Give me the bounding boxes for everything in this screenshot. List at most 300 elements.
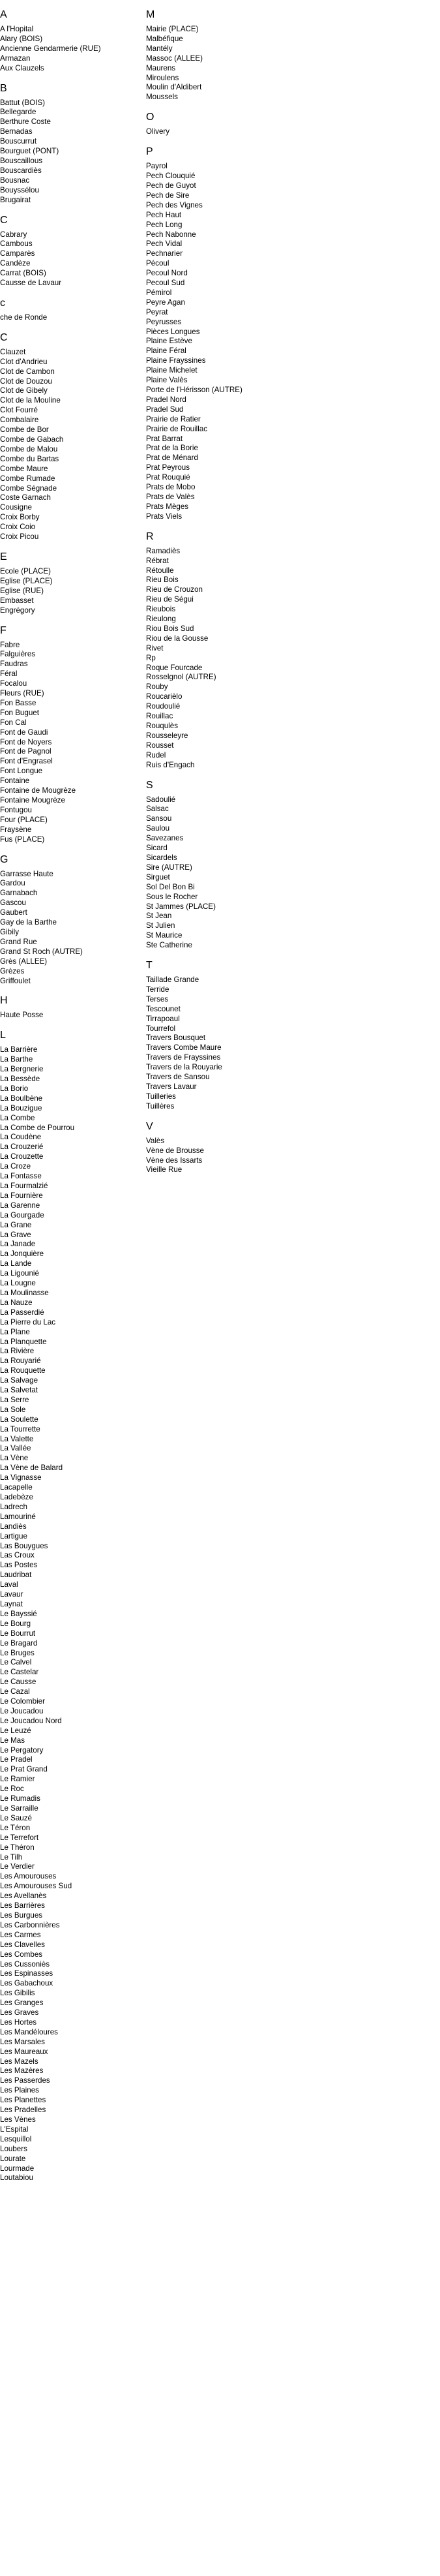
letter-section-m	[146, 9, 289, 102]
letter-heading: G	[0, 853, 8, 865]
place-item: La Serre	[0, 1395, 29, 1404]
letter-heading: S	[146, 779, 153, 791]
place-item: Olivery	[146, 127, 170, 136]
place-item: La Nauze	[0, 1298, 33, 1307]
place-item: La Vallée	[0, 1444, 31, 1453]
place-item: Cousigne	[0, 503, 32, 512]
place-item: Croix Coio	[0, 523, 36, 532]
place-item: Sire (AUTRE)	[146, 863, 192, 872]
place-item: Le Pradel	[0, 1755, 33, 1764]
place-item: Peyrusses	[146, 317, 182, 326]
place-item: Combe Maure	[0, 464, 48, 473]
place-item: Travers Lavaur	[146, 1082, 197, 1091]
place-item: Clot de la Mouline	[0, 396, 61, 405]
place-item: La Pierre du Lac	[0, 1317, 56, 1326]
place-item: Prairie de Ratier	[146, 414, 201, 423]
place-item: Valès	[146, 1136, 165, 1145]
place-item: Massoc (ALLEE)	[146, 54, 203, 63]
place-item: Combe de Gabach	[0, 435, 64, 444]
place-item: Les Mazères	[0, 2066, 44, 2076]
place-item: Rieubois	[146, 605, 176, 614]
place-item: Combalaire	[0, 416, 39, 425]
place-item: Terride	[146, 985, 169, 994]
place-item: Gascou	[0, 898, 26, 908]
letter-heading: O	[146, 112, 154, 123]
place-item: Battut (BOIS)	[0, 98, 45, 107]
place-item: Payrol	[146, 162, 168, 171]
place-item: La Barthe	[0, 1055, 33, 1064]
place-item: Le Leuzé	[0, 1726, 31, 1735]
place-item: Sansou	[146, 814, 172, 823]
place-item: Font de Gaudi	[0, 728, 48, 737]
place-item: La Combe de Pourrou	[0, 1123, 75, 1132]
place-item: Les Graves	[0, 2008, 39, 2017]
place-item: Les Burgues	[0, 1910, 43, 1920]
place-item: La Coudène	[0, 1133, 42, 1142]
place-list	[0, 99, 143, 206]
place-item: Le Théron	[0, 1843, 35, 1852]
place-item: Mantély	[146, 44, 173, 53]
place-item: Cambous	[0, 239, 33, 249]
place-item: La Crouzette	[0, 1152, 44, 1161]
place-item: Rieulong	[146, 615, 176, 624]
place-item: La Grane	[0, 1220, 32, 1229]
place-item: La Crouzerié	[0, 1142, 44, 1152]
place-item: Les Gibilis	[0, 1989, 35, 1998]
place-item: Bouscurrut	[0, 137, 37, 146]
place-item: Les Carmes	[0, 1930, 41, 1939]
place-item: Tirrapoaul	[146, 1014, 180, 1023]
place-list	[146, 547, 289, 771]
place-item: Fontaine de Mougrèze	[0, 786, 76, 795]
place-item: Les Barrières	[0, 1901, 45, 1910]
place-item: Pech de Sire	[146, 191, 190, 200]
place-item: Bellegarde	[0, 108, 37, 117]
place-item: Rouillac	[146, 712, 173, 721]
place-item: Four (PLACE)	[0, 815, 48, 824]
place-item: Gay de la Barthe	[0, 918, 57, 927]
place-item: Plaine Michelet	[146, 366, 198, 375]
place-item: Faudras	[0, 660, 28, 669]
place-item: Ruis d'Engach	[146, 760, 195, 769]
place-item: Pecoul Sud	[146, 279, 185, 288]
place-item: Pech Clouquié	[146, 172, 196, 181]
letter-heading: H	[0, 995, 8, 1007]
place-item: Terses	[146, 994, 169, 1004]
place-item: Roucarièlo	[146, 692, 183, 701]
place-item: Combe de Bor	[0, 425, 49, 435]
place-item: Travers Combe Maure	[146, 1043, 222, 1052]
place-item: La Rivière	[0, 1347, 35, 1356]
place-item: Eglise (PLACE)	[0, 576, 53, 585]
place-item: Laval	[0, 1580, 18, 1589]
place-item: Rivet	[146, 643, 164, 652]
letter-section-o	[146, 112, 289, 137]
place-item: Les Maureaux	[0, 2047, 48, 2056]
place-item: Salsac	[146, 805, 169, 814]
place-item: Les Plaines	[0, 2086, 39, 2095]
letter-section-t	[146, 960, 289, 1112]
place-item: Fabre	[0, 640, 20, 649]
place-item: La Janade	[0, 1240, 36, 1249]
place-item: Grèzes	[0, 966, 25, 975]
place-item: Peyrat	[146, 307, 168, 316]
place-item: Les Amourouses	[0, 1872, 57, 1881]
place-item: La Fournière	[0, 1191, 43, 1200]
place-item: Croix Picou	[0, 532, 39, 542]
place-item: Sadoulié	[146, 795, 176, 804]
place-list	[146, 127, 289, 137]
letter-section-c	[0, 332, 143, 542]
place-item: Ladrech	[0, 1502, 27, 1511]
place-item: La Boulbène	[0, 1094, 43, 1103]
place-item: Le Causse	[0, 1678, 37, 1687]
letter-heading: R	[146, 530, 154, 542]
place-item: Fon Cal	[0, 718, 27, 727]
place-item: Pechnarier	[146, 249, 183, 258]
place-item: Le Cazal	[0, 1687, 30, 1696]
place-item: Tourrefol	[146, 1024, 176, 1033]
place-item: Roque Fourcade	[146, 663, 203, 672]
place-item: Mairie (PLACE)	[146, 25, 199, 33]
place-item: Loutabiou	[0, 2173, 33, 2183]
place-item: La Vène de Balard	[0, 1464, 63, 1473]
place-item: Le Colombier	[0, 1697, 45, 1706]
place-item: Les Passerdes	[0, 2076, 50, 2085]
place-item: Vène de Brousse	[146, 1146, 204, 1155]
place-item: Aux Clauzels	[0, 63, 44, 72]
place-item: Fon Buguet	[0, 708, 39, 717]
place-item: Clauzet	[0, 347, 26, 356]
place-item: Le Sarraille	[0, 1804, 38, 1813]
place-item: Las Postes	[0, 1561, 38, 1570]
place-item: Combe Ségnade	[0, 483, 57, 493]
place-item: Las Croux	[0, 1551, 35, 1560]
place-item: Coste Garnach	[0, 493, 51, 502]
place-item: Haute Posse	[0, 1011, 44, 1020]
place-item: Plaine Estève	[146, 337, 192, 346]
place-list	[0, 870, 143, 987]
place-item: Pech Vidal	[146, 239, 183, 249]
place-item: Prats de Mobo	[146, 483, 196, 492]
place-item: Clot de Douzou	[0, 376, 52, 386]
place-item: Le Joucadou	[0, 1706, 44, 1715]
place-item: Le Bourrut	[0, 1629, 36, 1638]
place-item: Armazan	[0, 54, 31, 63]
place-list	[146, 162, 289, 522]
place-item: La Moulinasse	[0, 1288, 49, 1297]
letter-section-a	[0, 9, 143, 74]
place-item: Las Bouygues	[0, 1541, 48, 1550]
place-item: Rouqulès	[146, 722, 178, 730]
place-item: Tuilleries	[146, 1092, 176, 1101]
place-item: Miroulens	[146, 73, 179, 82]
place-item: Fontaine	[0, 776, 30, 786]
place-item: Tuillères	[146, 1101, 175, 1111]
place-item: La Salvetat	[0, 1386, 38, 1395]
place-item: Fleurs (RUE)	[0, 689, 44, 698]
place-item: Le Rumadis	[0, 1794, 40, 1803]
place-list	[0, 641, 143, 845]
place-item: Vieille Rue	[146, 1165, 183, 1174]
letter-heading: T	[146, 960, 153, 972]
place-item: Rouby	[146, 682, 168, 692]
place-item: Les Clavelles	[0, 1940, 45, 1949]
place-item: Le Joucadou Nord	[0, 1716, 62, 1725]
place-list	[146, 25, 289, 102]
place-item: Féral	[0, 669, 18, 679]
place-item: Rieu de Crouzon	[146, 585, 203, 594]
place-item: Plaine Valès	[146, 376, 188, 385]
place-item: Moussels	[146, 93, 178, 102]
place-item: La Plane	[0, 1327, 30, 1336]
place-item: Font d'Engrasel	[0, 757, 53, 766]
place-list	[0, 1045, 143, 2183]
place-item: Lartigue	[0, 1531, 27, 1541]
place-item: Prat de Ménard	[146, 453, 198, 463]
place-item: Pièces Longues	[146, 327, 200, 336]
place-item: Pech Long	[146, 220, 183, 229]
place-item: Travers Bousquet	[146, 1034, 206, 1043]
place-item: Rétoulle	[146, 566, 174, 575]
place-item: Font de Pagnol	[0, 747, 51, 756]
place-item: Fontugou	[0, 805, 32, 814]
place-item: Rp	[146, 653, 156, 662]
place-item: La Fourmalzié	[0, 1182, 48, 1190]
place-item: Moulin d'Aldibert	[146, 83, 202, 92]
place-item: La Rouquette	[0, 1366, 46, 1375]
place-item: Le Prat Grand	[0, 1765, 48, 1774]
place-item: Rieu de Ségui	[146, 595, 194, 604]
place-item: La Rouyarié	[0, 1357, 41, 1366]
place-item: Vène des Issarts	[146, 1156, 203, 1165]
place-item: Bouscaillous	[0, 156, 43, 165]
letter-section-c	[0, 215, 143, 288]
letter-heading: B	[0, 82, 7, 94]
place-item: Le Tilh	[0, 1852, 23, 1862]
place-item: St Julien	[146, 921, 175, 930]
place-item: Saulou	[146, 824, 170, 833]
place-item: Le Terrefort	[0, 1833, 39, 1842]
place-item: Rébrat	[146, 556, 169, 565]
place-item: L'Espital	[0, 2124, 29, 2134]
place-list	[0, 313, 143, 323]
place-item: Clot d'Andrieu	[0, 357, 48, 366]
place-item: Bousnac	[0, 176, 30, 185]
place-item: Pradel Nord	[146, 395, 186, 404]
place-item: Le Verdier	[0, 1862, 35, 1871]
place-item: Porte de l'Hérisson (AUTRE)	[146, 386, 242, 394]
index-column-right	[146, 0, 289, 1183]
place-item: Gibily	[0, 927, 19, 936]
place-item: La Sole	[0, 1405, 26, 1414]
letter-heading: M	[146, 9, 155, 20]
place-item: Les Mandéloures	[0, 2027, 58, 2036]
place-item: Pecoul Nord	[146, 269, 188, 278]
place-item: Les Pradelles	[0, 2106, 46, 2115]
place-list	[146, 1137, 289, 1176]
place-item: Bouyssélou	[0, 185, 39, 194]
place-item: Garnabach	[0, 889, 38, 898]
place-item: Savezanes	[146, 834, 184, 843]
place-item: Sirguet	[146, 872, 170, 882]
place-item: Lavaur	[0, 1590, 23, 1599]
place-item: Les Avellanès	[0, 1892, 47, 1901]
place-item: La Barrière	[0, 1045, 38, 1054]
place-item: Loubers	[0, 2144, 27, 2153]
place-item: Font de Noyers	[0, 737, 52, 746]
place-item: Fraysène	[0, 825, 32, 834]
letter-heading: C	[0, 331, 8, 343]
letter-section-f	[0, 625, 143, 845]
place-item: Berthure Coste	[0, 117, 51, 127]
place-item: La Planquette	[0, 1337, 47, 1346]
place-item: Lourate	[0, 2154, 26, 2163]
place-item: Le Bourg	[0, 1619, 31, 1628]
place-item: Tescounet	[146, 1004, 181, 1013]
place-item: Plaine Féral	[146, 346, 186, 356]
place-item: Brugairat	[0, 195, 31, 204]
place-item: Grand Rue	[0, 937, 37, 946]
place-item: Le Bayssié	[0, 1609, 37, 1618]
place-item: Lesquillol	[0, 2134, 32, 2143]
place-item: Rousseleyre	[146, 731, 188, 740]
place-item: Focalou	[0, 679, 27, 688]
letter-section-r	[146, 531, 289, 771]
place-item: Eglise (RUE)	[0, 586, 44, 595]
place-item: Sous le Rocher	[146, 892, 198, 901]
place-item: Camparès	[0, 249, 35, 258]
letter-heading: C	[0, 214, 8, 226]
place-item: Bernadas	[0, 127, 33, 136]
place-item: Pech des Vignes	[146, 200, 203, 209]
place-item: Riou Bois Sud	[146, 624, 194, 633]
place-item: Les Gabachoux	[0, 1979, 53, 1988]
place-item: Laynat	[0, 1599, 23, 1608]
place-item: Maurens	[146, 63, 176, 72]
place-item: Sol Del Bon Bi	[146, 882, 195, 891]
letter-section-h	[0, 995, 143, 1020]
place-item: Pémirol	[146, 288, 172, 297]
place-item: Gaubert	[0, 908, 27, 917]
place-item: La Bouzigue	[0, 1103, 42, 1112]
place-item: St Maurice	[146, 931, 183, 940]
place-list	[0, 25, 143, 74]
place-item: Les Amourouses Sud	[0, 1882, 72, 1891]
place-item: Candèze	[0, 259, 31, 268]
place-item: La Croze	[0, 1162, 31, 1171]
place-item: La Valette	[0, 1434, 34, 1443]
place-item: Le Castelar	[0, 1668, 39, 1677]
place-item: Rosselgnol (AUTRE)	[146, 673, 216, 682]
place-item: La Lougne	[0, 1279, 36, 1288]
place-item: Rudel	[146, 750, 166, 759]
place-item: Fus (PLACE)	[0, 835, 45, 844]
place-item: Prat Peyrous	[146, 463, 190, 472]
place-item: Sicardels	[146, 853, 177, 862]
letter-section-v	[146, 1121, 289, 1176]
place-item: Carrat (BOIS)	[0, 269, 46, 278]
place-item: Plaine Frayssines	[146, 356, 206, 365]
place-item: Lacapelle	[0, 1483, 33, 1492]
place-item: Les Mazels	[0, 2057, 38, 2066]
place-item: che de Ronde	[0, 313, 48, 322]
place-item: La Jonquière	[0, 1250, 44, 1259]
place-list	[146, 795, 289, 951]
letter-heading: A	[0, 9, 7, 20]
place-item: Gardou	[0, 879, 25, 888]
place-item: La Salvage	[0, 1376, 38, 1385]
place-item: Sicard	[146, 844, 168, 853]
place-item: Malbéfique	[146, 34, 183, 43]
place-item: Fontaine Mougrèze	[0, 796, 65, 805]
place-item: Falguières	[0, 650, 36, 659]
place-item: La Soulette	[0, 1415, 38, 1424]
letter-section-c	[0, 298, 143, 323]
place-list	[0, 348, 143, 542]
place-item: Lamouriné	[0, 1512, 36, 1521]
letter-section-s	[146, 780, 289, 951]
letter-section-b	[0, 83, 143, 206]
letter-heading: L	[0, 1030, 7, 1041]
place-item: Prats Mèges	[146, 502, 189, 511]
place-item: Engrégory	[0, 606, 35, 615]
place-list	[0, 1011, 143, 1020]
place-item: Pech Nabonne	[146, 230, 196, 239]
place-item: St Jammes (PLACE)	[146, 902, 216, 911]
place-item: Griffoulet	[0, 976, 31, 985]
place-item: Grand St Roch (AUTRE)	[0, 947, 83, 956]
place-item: La Garenne	[0, 1201, 40, 1210]
place-item: Clot Fourré	[0, 406, 38, 415]
place-item: Les Marsales	[0, 2037, 45, 2046]
letter-section-e	[0, 551, 143, 616]
place-item: Le Mas	[0, 1736, 25, 1745]
place-item: Les Granges	[0, 1999, 44, 2008]
place-item: Causse de Lavaur	[0, 279, 62, 288]
place-item: Travers de la Rouyarie	[146, 1063, 222, 1072]
place-item: Le Roc	[0, 1785, 24, 1794]
place-item: Ladebèze	[0, 1493, 33, 1501]
place-item: Croix Borby	[0, 513, 40, 522]
place-item: La Tourrette	[0, 1424, 40, 1434]
place-item: Cabrary	[0, 230, 27, 239]
place-list	[0, 230, 143, 288]
place-item: Landiès	[0, 1522, 27, 1531]
place-item: Font Longue	[0, 767, 43, 776]
place-item: La Passerdié	[0, 1308, 44, 1317]
place-item: Prats de Valès	[146, 492, 195, 501]
letter-heading: E	[0, 551, 7, 562]
place-item: Lourmade	[0, 2164, 35, 2173]
place-item: La Ligounié	[0, 1269, 39, 1278]
place-item: Le Téron	[0, 1823, 31, 1832]
letter-heading: V	[146, 1120, 153, 1132]
place-item: Les Cussoniès	[0, 1959, 50, 1969]
place-item: Les Carbonnières	[0, 1920, 60, 1929]
place-item: Grès (ALLEE)	[0, 957, 48, 966]
place-item: Le Calvel	[0, 1658, 32, 1667]
place-item: Combe Rumade	[0, 474, 55, 483]
place-item: Ancienne Gendarmerie (RUE)	[0, 44, 101, 53]
place-item: Pradel Sud	[146, 405, 184, 414]
place-item: Laudribat	[0, 1571, 32, 1580]
place-item: Roudoulié	[146, 702, 181, 711]
place-list	[146, 975, 289, 1112]
index-column-left	[0, 0, 143, 2191]
place-item: Prats Viels	[146, 512, 183, 521]
place-item: A l'Hopital	[0, 25, 34, 33]
